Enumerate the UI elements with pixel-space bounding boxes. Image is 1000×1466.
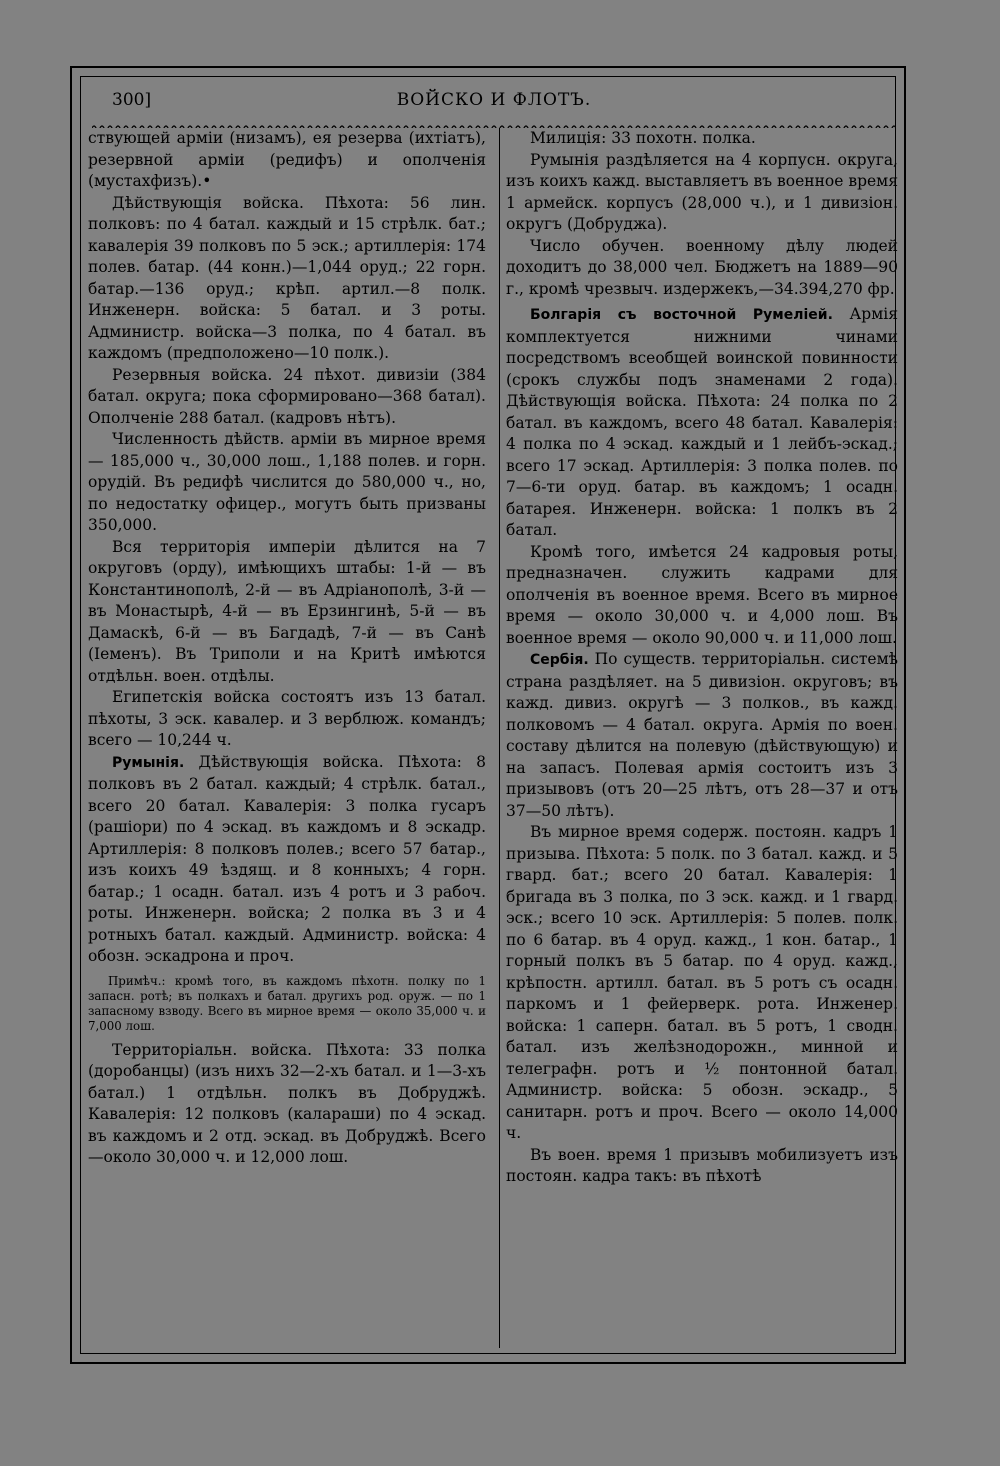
paragraph: ствующей арміи (низамъ), ея резерва (ихтіатъ), резервной арміи (редифъ) и ополченія (мустахфизъ).• [88, 129, 486, 190]
paragraph: Въ воен. время 1 призывъ мобилизуетъ изъ постоян. кадра такъ: въ пѣхотѣ [506, 1145, 898, 1185]
section-heading-bulgaria: Болгарія съ восточной Румеліей. [530, 307, 833, 323]
column-divider [499, 128, 500, 1348]
left-column [88, 128, 486, 1169]
section-heading-serbia: Сербія. [530, 652, 589, 668]
paragraph: Кромѣ того, имѣется 24 кадровыя роты, предназначен. служить кадрами для ополченія въ военное время. Всего въ мирное время — около 30,000 ч. и 4,000 лош. Въ военное время — около 90,000 ч. и 11,000 лош. [506, 542, 898, 647]
page-number: 300] [112, 90, 152, 110]
page-header [92, 90, 896, 114]
paragraph: Египетскія войска состоятъ изъ 13 батал. пѣхоты, 3 эск. кавалер. и 3 верблюж. командъ; всего — 10,244 ч. [88, 688, 486, 749]
paragraph: Милиція: 33 похотн. полка. [530, 129, 756, 147]
wavy-rule [92, 118, 896, 128]
right-column [506, 128, 898, 1188]
paragraph: Дѣйствующія войска. Пѣхота: 56 лин. полковъ: по 4 батал. каждый и 15 стрѣлк. бат.; кавалерія 39 полковъ по 5 эск.; артиллерія: 174 полев. батар. (44 конн.)—1,044 оруд.; 22 горн. батар.—136 оруд.; крѣп. артил.—8 полк. Инженерн. войска: 5 батал. и 3 роты. Администр. войска—3 полка, по 4 батал. въ каждомъ (предположено—10 полк.). [88, 193, 486, 362]
paragraph-bulgaria: Болгарія съ восточной Румеліей. Армія комплектуется нижними чинами посредствомъ всеобщей воинской повинности (срокъ службы подъ знаменами 2 года). Дѣйствующія войска. Пѣхота: 24 полка по 2 батал. въ каждомъ, всего 48 батал. Кавалерія: 4 полка по 4 эскад. каждый и 1 лейбъ-эскад.; всего 17 эскад. Артиллерія: 3 полка полев. по 7—6-ти оруд. батар. въ каждомъ; 1 осадн. батарея. Инженерн. войска: 1 полкъ въ 2 батал. [506, 305, 898, 539]
running-title: ВОЙСКО И ФЛОТЪ. [396, 90, 592, 110]
paragraph-romania: Румынія. Дѣйствующія войска. Пѣхота: 8 полковъ въ 2 батал. каждый; 4 стрѣлк. батал., всего 20 батал. Кавалерія: 3 полка гусаръ (рашіори) по 4 эскад. въ каждомъ и 8 эскадр. Артиллерія: 8 полковъ полев.; всего 57 батар., изъ коихъ 49 ѣздящ. и 8 конныхъ; 4 горн. батар.; 1 осадн. батал. изъ 4 ротъ и 3 рабоч. роты. Инженерн. войска; 2 полка въ 3 и 4 ротныхъ батал. каждый. Администр. войска: 4 обозн. эскадрона и проч. [88, 752, 486, 965]
paragraph: Территоріальн. войска. Пѣхота: 33 полка (доробанцы) (изъ нихъ 32—2-хъ батал. и 1—3-хъ батал.) 1 отдѣльн. полкъ въ Добруджѣ. Кавалерія: 12 полковъ (калараши) по 4 эскад. въ каждомъ и 2 отд. эскад. въ Добруджѣ. Всего—около 30,000 ч. и 12,000 лош. [88, 1040, 486, 1166]
paragraph: Резервныя войска. 24 пѣхот. дивизіи (384 батал. округа; пока сформировано—368 батал). Ополченіе 288 батал. (кадровъ нѣтъ). [88, 365, 486, 427]
paragraph: Численность дѣйств. арміи въ мирное время — 185,000 ч., 30,000 лош., 1,188 полев. и горн. орудій. Въ редифѣ числится до 580,000 ч., но, по недостатку офицер., могутъ быть призваны 350,000. [88, 430, 486, 534]
paragraph: Румынія раздѣляется на 4 корпусн. округа, изъ коихъ кажд. выставляетъ въ военное время 1 армейск. корпусъ (28,000 ч.), и 1 дивизіон. округъ (Добруджа). [506, 150, 898, 233]
footnote: Примѣч.: кромѣ того, въ каждомъ пѣхотн. полку по 1 запасн. ротѣ; въ полкахъ и батал. другихъ род. оруж. — по 1 запасному взводу. Всего въ мирное время — около 35,000 ч. и 7,000 лош. [88, 973, 486, 1033]
paragraph: Вся территорія имперіи дѣлится на 7 округовъ (орду), имѣющихъ штабы: 1-й — въ Константинополѣ, 2-й — въ Адріанополѣ, 3-й — въ Монастырѣ, 4-й — въ Ерзингинѣ, 5-й — въ Дамаскѣ, 6-й — въ Багдадѣ, 7-й — въ Санѣ (Іеменъ). Въ Триполи и на Критѣ имѣются отдѣльн. воен. отдѣлы. [88, 537, 486, 685]
paragraph-serbia: Сербія. По существ. территоріальн. системѣ страна раздѣляет. на 5 дивизіон. округовъ; въ кажд. дивиз. округѣ — 3 полков., въ кажд. полковомъ — 4 батал. округа. Армія по воен. составу дѣлится на полевую (дѣйствующую) и на запасъ. Полевая армія состоитъ изъ 3 призывовъ (отъ 20—25 лѣтъ, отъ 28—37 и отъ 37—50 лѣтъ). [506, 650, 898, 820]
paragraph: Число обучен. военному дѣлу людей доходитъ до 38,000 чел. Бюджетъ на 1889—90 г., кромѣ чрезвыч. издержекъ,—34.394,270 фр. [506, 236, 898, 298]
paragraph: Въ мирное время содерж. постоян. кадръ 1 призыва. Пѣхота: 5 полк. по 3 батал. кажд. и 5 гвард. бат.; всего 20 батал. Кавалерія: 1 бригада въ 3 полка, по 3 эск. кажд. и 1 гвард. эск.; всего 10 эск. Артиллерія: 5 полев. полк. по 6 батар. въ 4 оруд. кажд., 1 кон. батар., 1 горный полкъ въ 5 батар. по 4 оруд. кажд., крѣпостн. артилл. батал. въ 5 ротъ съ осадн. паркомъ и 1 фейерверк. рота. Инженер. войска: 1 саперн. батал. въ 5 ротъ, 1 сводн. батал. изъ желѣзнодорожн., минной и телеграфн. ротъ и ½ понтонной батал. Администр. войска: 5 обозн. эскадр., 5 санитарн. ротъ и проч. Всего — около 14,000 ч. [506, 823, 898, 1142]
section-heading-romania: Румынія. [112, 754, 185, 771]
